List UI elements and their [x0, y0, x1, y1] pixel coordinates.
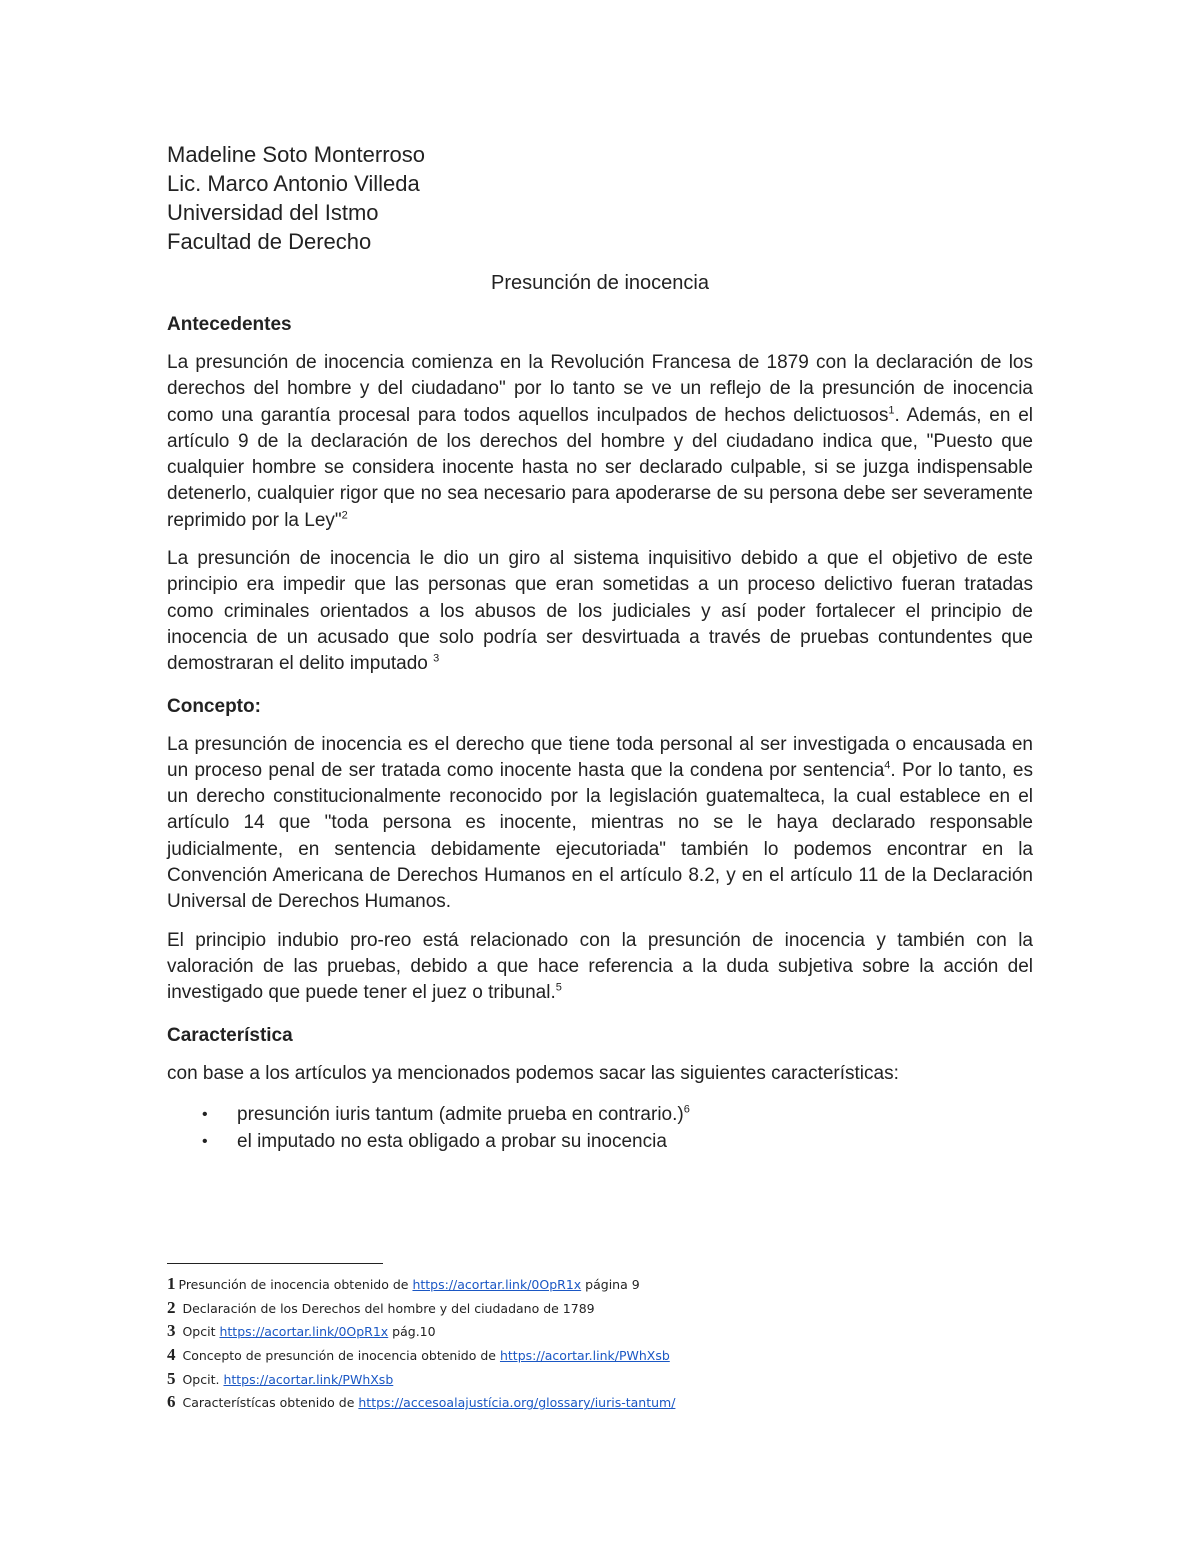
footnote-ref-6: 6	[683, 1103, 690, 1116]
footnote-link[interactable]: https://acortar.link/0OpR1x	[412, 1277, 582, 1292]
footnote-link[interactable]: https://accesoalajustícia.org/glossary/iuris-tantum/	[358, 1395, 676, 1411]
paragraph-concepto-2	[167, 928, 1033, 1007]
paragraph-text: . Por lo tanto, es un derecho constitucionalmente reconocido por la legislación guatemalteca, la cual establece en el artículo 14 que "toda persona es inocente, mientras no se le haya declarado responsable judicialmente, en sentencia debidamente ejecutoriada" también lo podemos encontrar en la Convención Americana de Derechos Humanos en el artículo 8.2, y en el artículo 11 de la Declaración Universal de Derechos Humanos.	[167, 759, 1034, 913]
footnote-text-after: página 9	[581, 1277, 640, 1292]
footnote-4	[167, 1343, 1033, 1367]
footnote-link[interactable]: https://acortar.link/0OpR1x	[219, 1324, 389, 1340]
list-item	[167, 1128, 1033, 1155]
list-item	[167, 1101, 1033, 1128]
paragraph-antecedentes-2	[167, 546, 1033, 677]
footnote-text: Declaración de los Derechos del hombre y del ciudadano de 1789	[178, 1300, 595, 1316]
faculty-name: Facultad de Derecho	[167, 229, 372, 254]
footnote-number: 5	[167, 1368, 176, 1388]
footnote-ref-2: 2	[341, 509, 348, 522]
document-body	[167, 140, 1033, 1155]
footnote-text-after: pág.10	[388, 1324, 436, 1340]
footnote-6	[167, 1390, 1033, 1414]
footnote-5	[167, 1367, 1033, 1391]
heading-caracteristica: Característica	[167, 1024, 293, 1046]
paragraph-antecedentes-1	[167, 350, 1033, 534]
footnote-number: 6	[167, 1392, 176, 1412]
footnote-text: Característícas obtenido de	[178, 1395, 359, 1411]
footnote-2	[167, 1296, 1033, 1320]
footnote-text: Opcit.	[178, 1371, 224, 1387]
footnote-ref-3: 3	[433, 652, 440, 665]
professor-name: Lic. Marco Antonio Villeda	[167, 171, 420, 196]
footnote-number: 1	[167, 1274, 176, 1293]
paragraph-text: La presunción de inocencia comienza en la Revolución Francesa de 1879 con la declaración de los derechos del hombre y del ciudadano" por lo tanto se ve un reflejo de la presunción de inocencia como una garantía procesal para todos aquellos inculpados de hechos delictuosos	[167, 352, 1033, 426]
paragraph-text: La presunción de inocencia le dio un giro al sistema inquisitivo debido a que el objetivo de este principio era impedir que las personas que eran sometidas a un proceso delictivo fueran tratadas como criminales orientados a los abusos de los judiciales y así poder fortalecer el principio de inocencia de un acusado que solo podría ser desvirtuada a través de pruebas contundentes que demostraran el delito imputado	[167, 548, 1033, 675]
footnote-number: 3	[167, 1321, 176, 1341]
footnote-number: 2	[167, 1297, 176, 1317]
footnote-text: Presunción de inocencia obtenido de	[178, 1277, 413, 1292]
footnote-number: 4	[167, 1345, 176, 1365]
paragraph-text: La presunción de inocencia es el derecho que tiene toda personal al ser investigada o encausada en un proceso penal de ser tratada como inocente hasta que la condena por sentencia	[167, 733, 1033, 781]
footnote-1	[167, 1272, 1033, 1296]
list-item-text: el imputado no esta obligado a probar su inocencia	[237, 1130, 667, 1152]
footnote-ref-5: 5	[555, 981, 562, 994]
footnote-separator	[167, 1263, 383, 1264]
footnote-3	[167, 1319, 1033, 1343]
paragraph-concepto-1	[167, 732, 1033, 916]
footnotes	[167, 1272, 1033, 1414]
footnote-ref-4: 4	[884, 759, 891, 772]
bullet-icon: •	[202, 1105, 208, 1123]
footnote-link[interactable]: https://acortar.link/PWhXsb	[223, 1371, 394, 1387]
university-name: Universidad del Istmo	[167, 200, 379, 225]
bullet-icon: •	[202, 1132, 208, 1150]
heading-concepto: Concepto:	[167, 695, 261, 717]
footnote-link[interactable]: https://acortar.link/PWhXsb	[499, 1348, 670, 1364]
paragraph-caracteristica-intro: con base a los artículos ya mencionados podemos sacar las siguientes características:	[167, 1062, 899, 1084]
paragraph-text: El principio indubio pro-reo está relacionado con la presunción de inocencia y también con la valoración de las pruebas, debido a que hace referencia a la duda subjetiva sobre la acción del investigado que puede tener el juez o tribunal.	[167, 929, 1033, 1004]
footnote-ref-1: 1	[888, 404, 895, 417]
document-title: Presunción de inocencia	[491, 272, 709, 294]
characteristics-list	[167, 1101, 1033, 1155]
heading-antecedentes: Antecedentes	[167, 314, 292, 335]
footnote-text: Concepto de presunción de inocencia obtenido de	[178, 1348, 500, 1364]
footnote-text: Opcit	[178, 1324, 220, 1340]
author-name: Madeline Soto Monterroso	[167, 142, 426, 167]
list-item-text: presunción iuris tantum (admite prueba en contrario.)	[237, 1103, 684, 1125]
paragraph-text: . Además, en el artículo 9 de la declaración de los derechos del hombre y del ciudadano indica que, "Puesto que cualquier hombre se considera inocente hasta no ser declarado culpable, si se juzga indispensable detenerlo, cualquier rigor que no sea necesario para apoderarse de su persona debe ser severamente reprimido por la Ley"	[167, 404, 1033, 531]
